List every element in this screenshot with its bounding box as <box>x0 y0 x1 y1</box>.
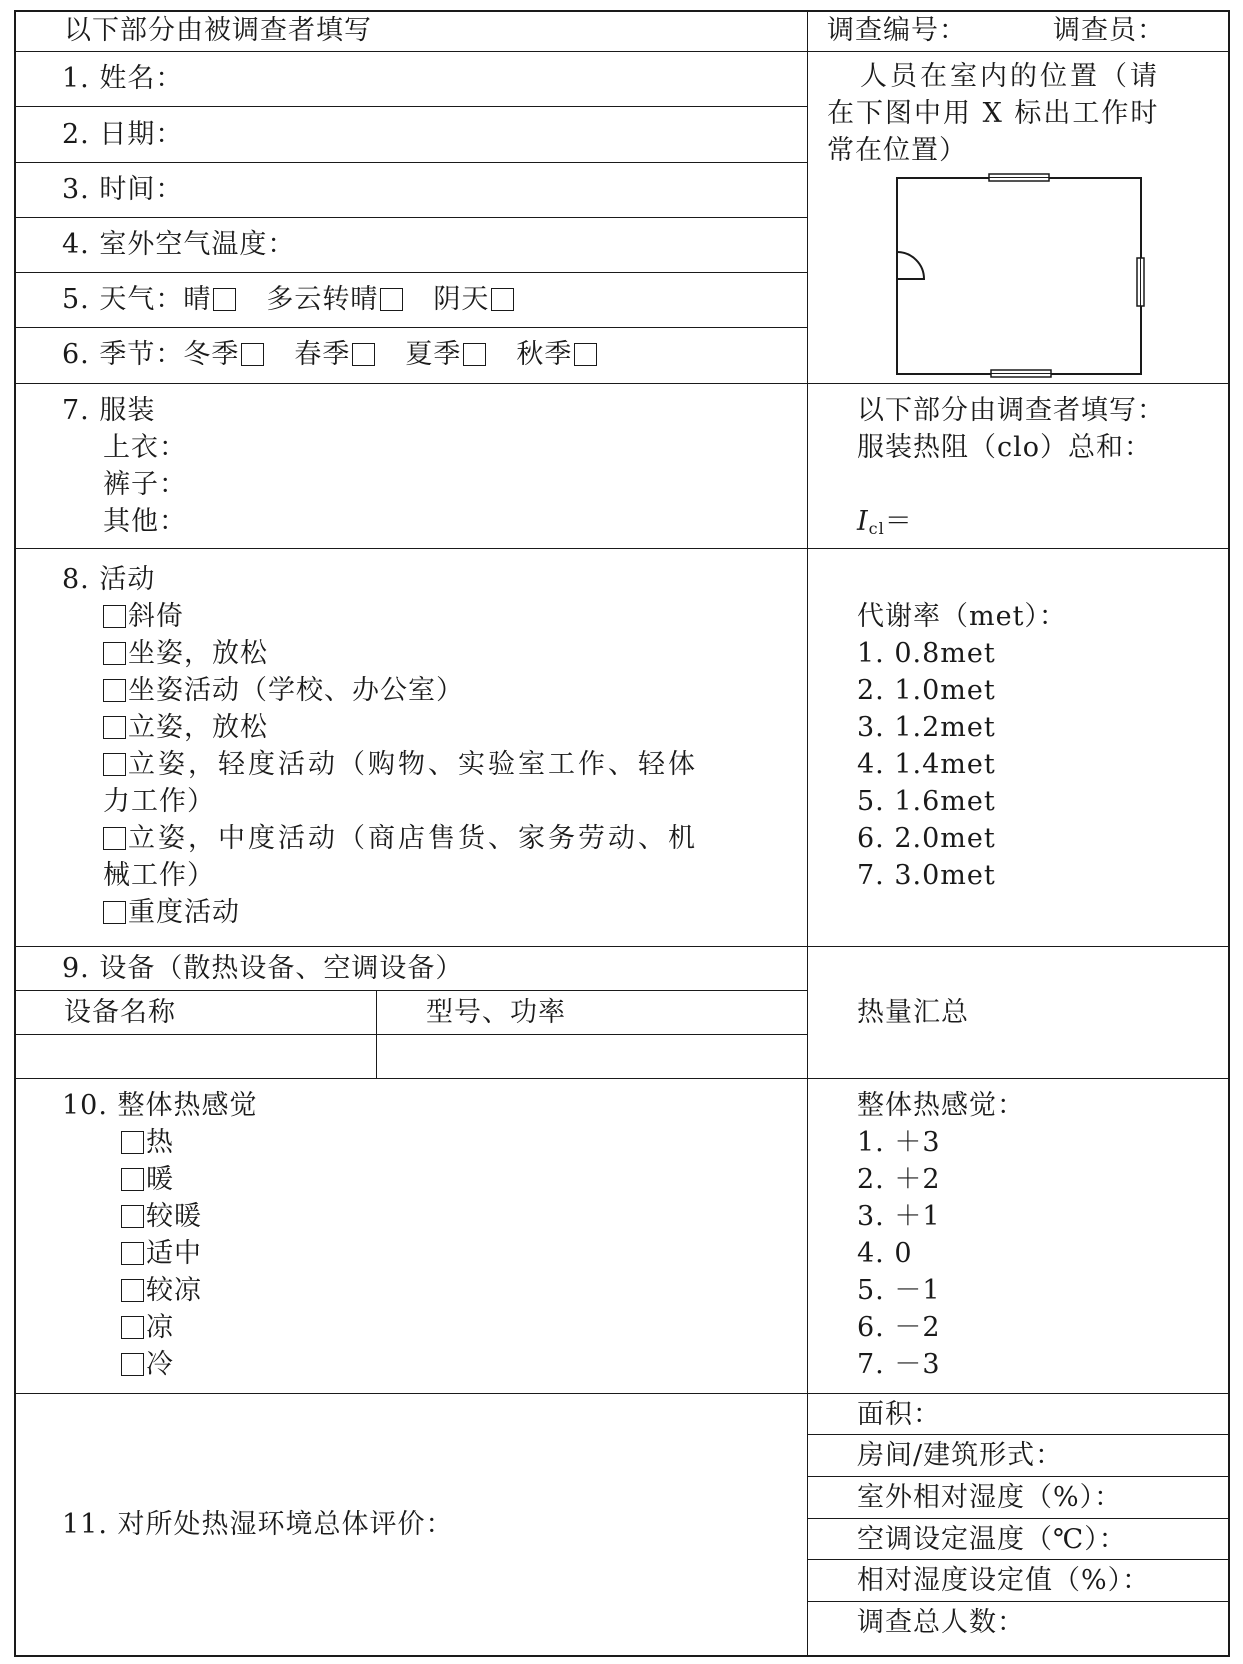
divider <box>14 946 1230 947</box>
divider <box>807 1601 1230 1602</box>
header-left-title: 以下部分由被调查者填写 <box>64 15 372 46</box>
sensation-scale-item: 6. －2 <box>857 1312 941 1343</box>
activity-checkbox[interactable] <box>103 605 126 628</box>
sensation-scale-item: 7. －3 <box>857 1349 941 1380</box>
divider <box>807 1476 1230 1477</box>
icl-equals: ＝ <box>884 506 913 537</box>
divider <box>807 1559 1230 1560</box>
activity-item: 立姿，中度活动（商店售货、家务劳动、机 <box>103 820 698 857</box>
activity-item: 立姿，轻度活动（购物、实验室工作、轻体 <box>103 746 698 783</box>
clothing-item: 裤子： <box>103 469 187 500</box>
weather-checkbox[interactable] <box>491 288 514 311</box>
room-info-item: 相对湿度设定值（%）： <box>857 1565 1151 1596</box>
weather-option: 晴 <box>183 284 212 315</box>
met-option: 1. 0.8met <box>857 638 996 669</box>
sensation-item: 凉 <box>121 1309 174 1346</box>
divider <box>14 1393 1230 1394</box>
sensation-item: 热 <box>121 1124 174 1161</box>
room-info-item: 空调设定温度（℃）： <box>857 1524 1127 1555</box>
divider <box>807 1434 1230 1435</box>
clothing-item: 上衣： <box>103 432 187 463</box>
divider <box>14 1078 1230 1079</box>
activity-checkbox[interactable] <box>103 716 126 739</box>
weather-checkbox[interactable] <box>380 288 403 311</box>
field-date: 2. 日期： <box>62 119 184 150</box>
weather-row <box>62 281 516 318</box>
room-info-item: 室外相对湿度（%）： <box>857 1482 1123 1513</box>
sensation-item: 适中 <box>121 1235 202 1272</box>
sensation-checkbox[interactable] <box>121 1353 144 1376</box>
divider <box>14 990 807 991</box>
divider <box>14 327 807 328</box>
met-option: 2. 1.0met <box>857 675 996 706</box>
heat-summary-label: 热量汇总 <box>857 997 969 1028</box>
clothing-insulation-label: 服装热阻（clo）总和： <box>857 432 1153 463</box>
divider <box>14 1034 807 1035</box>
position-note-line: 常在位置） <box>827 135 967 166</box>
field-name: 1. 姓名： <box>62 63 184 94</box>
divider <box>14 383 1230 384</box>
position-note-line: 人员在室内的位置（请 <box>860 61 1160 92</box>
divider <box>14 217 807 218</box>
sensation-checkbox[interactable] <box>121 1168 144 1191</box>
sensation-scale-title: 整体热感觉： <box>857 1090 1025 1121</box>
met-option: 6. 2.0met <box>857 823 996 854</box>
activity-item-continued: 械工作） <box>103 860 215 891</box>
room-info-item: 房间/建筑形式： <box>857 1440 1064 1471</box>
season-option: 春季 <box>294 339 351 370</box>
column-divider <box>807 10 808 1657</box>
equipment-col-model: 型号、功率 <box>426 997 566 1028</box>
activity-item: 立姿，放松 <box>103 709 268 746</box>
icl-formula <box>857 503 913 543</box>
met-option: 4. 1.4met <box>857 749 996 780</box>
activity-title: 8. 活动 <box>62 564 156 595</box>
weather-option: 阴天 <box>433 284 490 315</box>
clothing-title: 7. 服装 <box>62 395 156 426</box>
sensation-item: 较凉 <box>121 1272 202 1309</box>
metabolic-rate-title: 代谢率（met）： <box>857 601 1067 632</box>
season-option: 冬季 <box>183 339 240 370</box>
season-label: 6. 季节： <box>62 339 184 370</box>
season-row <box>62 336 599 373</box>
activity-checkbox[interactable] <box>103 827 126 850</box>
activity-checkbox[interactable] <box>103 679 126 702</box>
divider <box>14 548 1230 549</box>
sensation-scale-item: 4. 0 <box>857 1238 913 1269</box>
activity-item: 斜倚 <box>103 598 184 635</box>
season-option: 秋季 <box>516 339 573 370</box>
evaluation-label: 11. 对所处热湿环境总体评价： <box>62 1509 454 1540</box>
sensation-scale-item: 2. ＋2 <box>857 1164 941 1195</box>
activity-checkbox[interactable] <box>103 642 126 665</box>
activity-item: 重度活动 <box>103 894 240 931</box>
sensation-checkbox[interactable] <box>121 1316 144 1339</box>
divider <box>14 162 807 163</box>
field-outdoor-temp: 4. 室外空气温度： <box>62 229 296 260</box>
season-checkbox[interactable] <box>352 343 375 366</box>
clothing-item: 其他： <box>103 506 187 537</box>
season-option: 夏季 <box>405 339 462 370</box>
survey-number-label: 调查编号： <box>827 15 967 46</box>
activity-checkbox[interactable] <box>103 753 126 776</box>
divider <box>14 51 1230 52</box>
activity-item: 坐姿，放松 <box>103 635 268 672</box>
weather-option: 多云转晴 <box>266 284 379 315</box>
divider <box>14 272 807 273</box>
sensation-item: 较暖 <box>121 1198 202 1235</box>
investigator-note: 以下部分由调查者填写： <box>857 395 1165 426</box>
sensation-scale-item: 1. ＋3 <box>857 1127 941 1158</box>
investigator-label: 调查员： <box>1053 15 1165 46</box>
equipment-title: 9. 设备（散热设备、空调设备） <box>62 953 464 984</box>
floor-plan-diagram[interactable] <box>890 168 1150 383</box>
sensation-item: 冷 <box>121 1346 174 1383</box>
icl-symbol: I <box>857 506 869 537</box>
season-checkbox[interactable] <box>463 343 486 366</box>
activity-checkbox[interactable] <box>103 901 126 924</box>
activity-item-continued: 力工作） <box>103 786 215 817</box>
equipment-col-name: 设备名称 <box>64 997 176 1028</box>
season-checkbox[interactable] <box>241 343 264 366</box>
divider <box>14 106 807 107</box>
activity-item: 坐姿活动（学校、办公室） <box>103 672 464 709</box>
field-time: 3. 时间： <box>62 174 184 205</box>
room-info-item: 调查总人数： <box>857 1607 1025 1638</box>
position-note-line: 在下图中用 X 标出工作时 <box>827 98 1160 129</box>
sensation-scale-item: 3. ＋1 <box>857 1201 941 1232</box>
sensation-checkbox[interactable] <box>121 1279 144 1302</box>
sensation-checkbox[interactable] <box>121 1131 144 1154</box>
met-option: 3. 1.2met <box>857 712 996 743</box>
met-option: 7. 3.0met <box>857 860 996 891</box>
sensation-title: 10. 整体热感觉 <box>62 1090 258 1121</box>
weather-checkbox[interactable] <box>213 288 236 311</box>
icl-subscript: cl <box>868 519 885 538</box>
season-checkbox[interactable] <box>574 343 597 366</box>
met-option: 5. 1.6met <box>857 786 996 817</box>
room-info-item: 面积： <box>857 1399 941 1430</box>
sensation-scale-item: 5. －1 <box>857 1275 941 1306</box>
sensation-checkbox[interactable] <box>121 1205 144 1228</box>
sensation-checkbox[interactable] <box>121 1242 144 1265</box>
divider <box>807 1518 1230 1519</box>
weather-label: 5. 天气： <box>62 284 184 315</box>
sensation-item: 暖 <box>121 1161 174 1198</box>
